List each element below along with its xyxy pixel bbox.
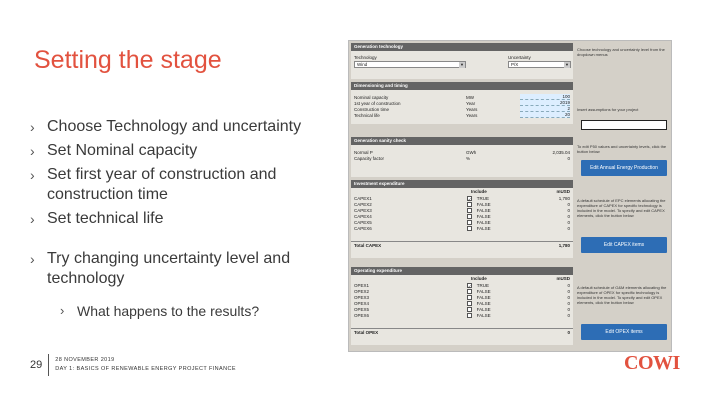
investment-section [351,180,573,258]
row-label: CAPEX6 [354,225,372,231]
row-label: Nominal capacity [354,94,389,100]
footer-date: 28 NOVEMBER 2019 [55,357,115,363]
row-flag: TRUE [476,195,490,201]
row-flag: FALSE [476,225,491,231]
row-value: 1,780 [558,195,571,201]
bullet-text: Choose Technology and uncertainty [47,118,302,135]
total-row [351,328,573,335]
construction-year-input[interactable]: 2019 [520,100,570,106]
uncertainty-value: P/X [511,62,519,67]
table-row [351,112,573,118]
chevron-down-icon: ▼ [565,62,569,67]
dimensioning-section [351,82,573,124]
technology-value: Wind [357,62,368,67]
total-label: Total OPEX [354,329,379,335]
row-value: 0 [567,312,570,318]
row-unit: GWh [466,149,477,155]
edit-capex-button[interactable]: Edit CAPEX items [581,237,667,253]
include-header: Include [471,189,487,194]
row-flag: FALSE [476,213,491,219]
row-value: 0 [567,207,570,213]
row-label: 1st year of construction [354,100,401,106]
generation-section [351,43,573,79]
section-header: Dimensioning and timing [351,82,573,90]
total-value: 0 [567,329,570,335]
bullet-arrow-icon: › [30,251,35,267]
row-label: OPEX3 [354,294,370,300]
row-unit: Year [466,100,476,106]
include-checkbox[interactable]: ✓ [467,196,472,202]
row-label: OPEX5 [354,306,370,312]
row-label: CAPEX2 [354,201,372,207]
bullet-text: Try changing uncertainty level and technology [47,250,291,287]
row-unit: Years [466,112,478,118]
value-header: mUSD [556,276,570,281]
investment-note: A default schedule of EPC elements allocating the expenditure of CAPEX for specific technology is included in the model. To specify and edit CAPEX elements, click the button below [577,198,666,218]
technology-dropdown[interactable] [354,61,466,68]
row-label: CAPEX4 [354,213,372,219]
include-checkbox[interactable]: ✓ [467,283,472,289]
row-label: Normal P [354,149,373,155]
row-flag: FALSE [476,294,491,300]
bullet-text: Set technical life [47,210,164,227]
include-checkbox[interactable] [467,301,472,306]
include-checkbox[interactable] [467,220,472,225]
total-label: Total CAPEX [354,242,382,248]
column-headers [351,275,573,282]
bullet-list [30,117,350,321]
row-value: 2,035.04 [552,149,570,155]
row-value: 0 [567,225,570,231]
operating-note: A default schedule of O&M elements allocating the expenditure of OPEX for specific technology is included in the model. To specify and edit OPEX elements, click the button below [577,285,667,305]
row-flag: FALSE [476,312,491,318]
section-header: Generation technology [351,43,573,51]
row-label: OPEX6 [354,312,370,318]
slide-title: Setting the stage [34,46,222,74]
include-checkbox[interactable] [467,295,472,300]
spreadsheet-screenshot [348,40,672,352]
row-label: Construction time [354,106,390,112]
bullet-arrow-icon: › [30,167,35,183]
row-value: 0 [567,294,570,300]
construction-time-input[interactable]: 2 [520,106,570,112]
row-flag: FALSE [476,306,491,312]
table-row [351,155,573,161]
cowi-logo: COWI [624,352,680,374]
sanity-check-section [351,137,573,177]
section-header: Generation sanity check [351,137,573,145]
row-value: 0 [567,201,570,207]
include-checkbox[interactable] [467,307,472,312]
footer-meta [49,356,236,374]
uncertainty-dropdown[interactable] [508,61,571,68]
row-value: 0 [567,155,570,161]
bullet-arrow-icon: › [30,211,35,227]
edit-energy-production-button[interactable]: Edit Annual Energy Production [581,160,667,176]
bullet-arrow-icon: › [60,303,65,318]
bullet-item [30,209,350,229]
total-row [351,241,573,248]
row-label: OPEX4 [354,300,370,306]
section-header: Operating expenditure [351,267,573,275]
nominal-capacity-input[interactable]: 100 [520,94,570,100]
row-value: 0 [567,282,571,288]
row-label: OPEX1 [354,282,370,288]
row-label: CAPEX3 [354,207,372,213]
value-header: mUSD [556,189,570,194]
row-label: CAPEX1 [354,195,372,201]
page-number: 29 [30,354,49,376]
bullet-arrow-icon: › [30,119,35,135]
chevron-down-icon: ▼ [460,62,464,67]
row-unit: MW [466,94,474,100]
total-value: 1,780 [558,242,570,248]
bullet-item [30,249,350,289]
uncertainty-label: Uncertainty [508,55,531,60]
sub-bullet-text: What happens to the results? [77,303,260,319]
row-flag: FALSE [476,207,491,213]
selection-info-box [581,120,667,130]
bullet-item [30,141,350,161]
row-label: Technical life [354,112,380,118]
include-checkbox[interactable] [467,289,472,294]
row-value: 0 [567,300,570,306]
operating-section [351,267,573,345]
row-flag: FALSE [476,201,491,207]
sub-bullet-item [30,301,350,321]
include-header: Include [471,276,487,281]
footer [30,354,236,376]
include-checkbox[interactable] [467,202,472,207]
sanity-check-note: To edit P50 values and uncertainty levels, click the button below [577,144,667,154]
row-value: 0 [567,288,570,294]
row-value: 0 [567,219,570,225]
row-flag: TRUE [476,282,490,288]
row-flag: FALSE [476,288,491,294]
include-checkbox[interactable] [467,208,472,213]
bullet-item [30,117,350,137]
row-label: Capacity factor [354,155,385,161]
row-flag: FALSE [476,219,491,225]
row-unit: % [466,155,471,161]
dimensioning-note: Insert assumptions for your project [577,107,639,112]
footer-course: DAY 1: BASICS OF RENEWABLE ENERGY PROJECT FINANCE [55,366,236,372]
row-label: CAPEX5 [354,219,372,225]
include-checkbox[interactable] [467,313,472,318]
bullet-text: Set first year of construction and construction time [47,166,277,203]
row-flag: FALSE [476,300,491,306]
include-checkbox[interactable] [467,226,472,231]
row-unit: Years [466,106,478,112]
generation-note: Choose technology and uncertainty level from the dropdown menus [577,47,665,57]
edit-opex-button[interactable]: Edit OPEX items [581,324,667,340]
column-headers [351,188,573,195]
technical-life-input[interactable]: 20 [520,112,570,118]
bullet-text: Set Nominal capacity [47,142,198,159]
bullet-arrow-icon: › [30,143,35,159]
bullet-item [30,165,350,205]
include-checkbox[interactable] [467,214,472,219]
row-value: 0 [567,213,570,219]
technology-label: Technology [354,55,377,60]
row-value: 0 [567,306,570,312]
section-header: Investment expenditure [351,180,573,188]
row-label: OPEX2 [354,288,370,294]
